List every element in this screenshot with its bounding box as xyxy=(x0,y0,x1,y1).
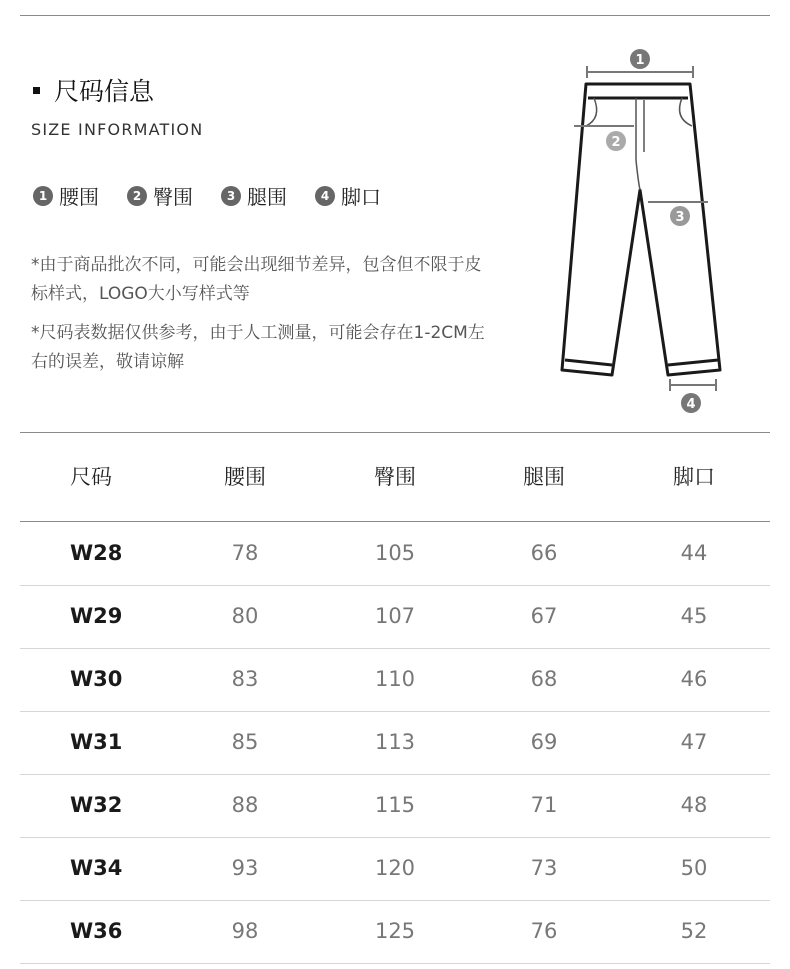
section-title-text: 尺码信息 xyxy=(54,77,155,106)
legend-item-hem xyxy=(315,181,381,210)
size-cell: W31 xyxy=(70,730,123,754)
disclaimer-note-batch: *由于商品批次不同，可能会出现细节差异，包含但不限于皮标样式，LOGO大小写样式等 xyxy=(31,255,482,304)
legend-label: 腰围 xyxy=(59,185,99,209)
pants-outline-icon xyxy=(562,84,720,375)
size-table-header xyxy=(20,450,770,502)
number-badge-icon: 3 xyxy=(221,186,241,206)
marker-3-label: 3 xyxy=(675,210,685,225)
thigh-cell: 69 xyxy=(530,730,558,754)
header-thigh: 腿围 xyxy=(523,465,565,489)
header-hip: 臀围 xyxy=(374,465,416,489)
waist-cell: 88 xyxy=(231,793,259,817)
hip-cell: 115 xyxy=(374,793,416,817)
hip-cell: 110 xyxy=(374,667,416,691)
disclaimer-note-measurement: *尺码表数据仅供参考，由于人工测量，可能会存在1-2CM左右的误差，敬请谅解 xyxy=(31,323,485,372)
hem-cell: 44 xyxy=(680,541,708,565)
size-cell: W29 xyxy=(70,604,123,628)
hip-cell: 125 xyxy=(374,919,416,943)
table-row xyxy=(20,586,770,649)
header-size: 尺码 xyxy=(70,465,112,489)
waist-cell: 80 xyxy=(231,604,259,628)
hem-measure-line xyxy=(670,379,716,391)
table-row xyxy=(20,523,770,586)
thigh-cell: 71 xyxy=(530,793,558,817)
hem-cell: 46 xyxy=(680,667,708,691)
marker-2-icon xyxy=(606,131,626,151)
thigh-cell: 67 xyxy=(530,604,558,628)
table-header-divider xyxy=(20,521,770,522)
square-bullet-icon xyxy=(33,87,40,94)
section-title xyxy=(33,72,154,108)
number-badge-icon: 1 xyxy=(33,186,53,206)
waist-cell: 98 xyxy=(231,919,259,943)
size-cell: W28 xyxy=(70,541,123,565)
header-hem: 脚口 xyxy=(673,465,715,489)
marker-1-icon xyxy=(630,49,650,69)
marker-1-label: 1 xyxy=(635,53,645,68)
number-badge-icon: 2 xyxy=(127,186,147,206)
number-badge-icon: 4 xyxy=(315,186,335,206)
size-cell: W34 xyxy=(70,856,123,880)
legend-label: 脚口 xyxy=(341,185,381,209)
size-cell: W30 xyxy=(70,667,123,691)
marker-2-label: 2 xyxy=(611,135,621,150)
legend-label: 臀围 xyxy=(153,185,193,209)
thigh-cell: 68 xyxy=(530,667,558,691)
hip-cell: 107 xyxy=(374,604,416,628)
table-row xyxy=(20,838,770,901)
waist-cell: 78 xyxy=(231,541,259,565)
hip-cell: 120 xyxy=(374,856,416,880)
header-waist: 腰围 xyxy=(224,465,266,489)
waist-cell: 85 xyxy=(231,730,259,754)
legend-item-thigh xyxy=(221,181,287,210)
section-divider xyxy=(20,432,770,433)
hem-cell: 45 xyxy=(680,604,708,628)
legend-label: 腿围 xyxy=(247,185,287,209)
table-row xyxy=(20,901,770,964)
size-table-body xyxy=(20,523,770,964)
hem-cell: 52 xyxy=(680,919,708,943)
pants-measurement-diagram xyxy=(550,40,750,420)
hem-cell: 50 xyxy=(680,856,708,880)
table-row xyxy=(20,712,770,775)
legend-item-waist xyxy=(33,181,99,210)
marker-4-label: 4 xyxy=(686,397,696,412)
waist-cell: 83 xyxy=(231,667,259,691)
size-cell: W32 xyxy=(70,793,123,817)
thigh-cell: 66 xyxy=(530,541,558,565)
thigh-cell: 73 xyxy=(530,856,558,880)
section-subtitle: SIZE INFORMATION xyxy=(31,120,204,139)
measurement-legend xyxy=(33,181,409,210)
hem-cell: 48 xyxy=(680,793,708,817)
legend-item-hip xyxy=(127,181,193,210)
marker-3-icon xyxy=(670,206,690,226)
waist-cell: 93 xyxy=(231,856,259,880)
table-row xyxy=(20,775,770,838)
table-row xyxy=(20,649,770,712)
thigh-cell: 76 xyxy=(530,919,558,943)
hip-cell: 113 xyxy=(374,730,416,754)
hip-cell: 105 xyxy=(374,541,416,565)
top-divider xyxy=(20,15,770,16)
marker-4-icon xyxy=(681,393,701,413)
hem-cell: 47 xyxy=(680,730,708,754)
size-cell: W36 xyxy=(70,919,123,943)
